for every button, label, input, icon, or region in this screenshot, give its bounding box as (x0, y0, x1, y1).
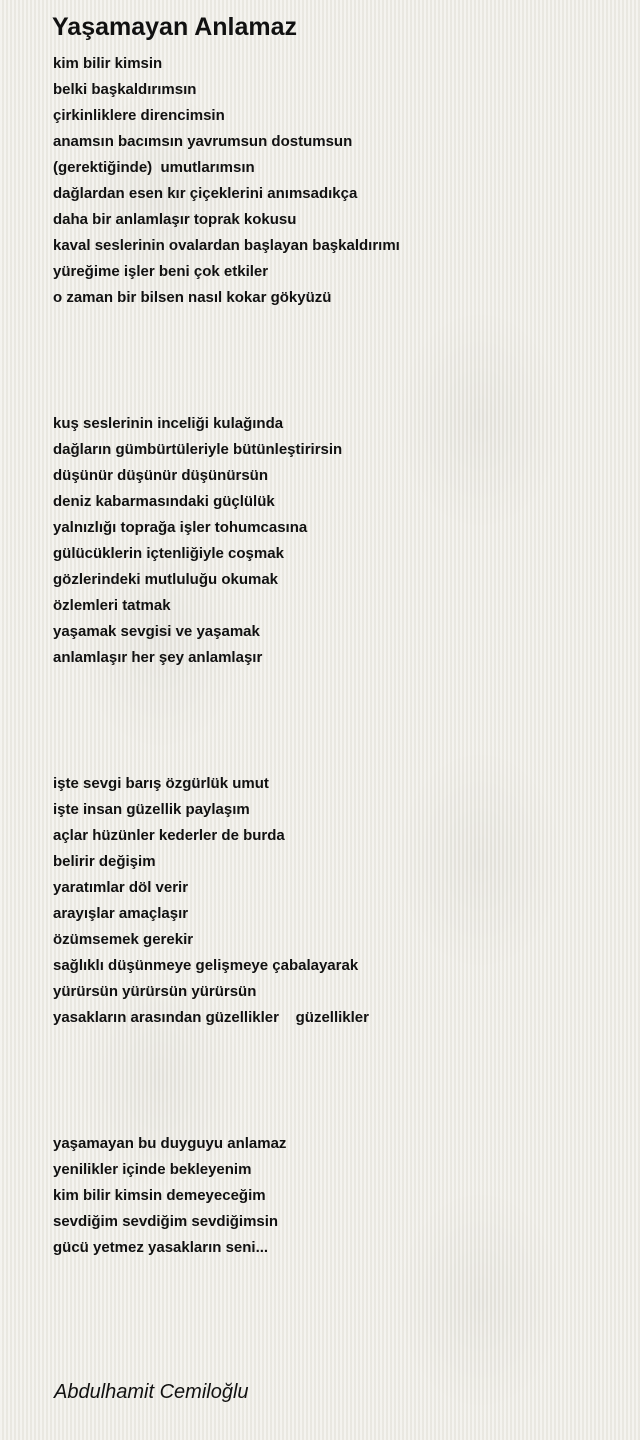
poem-title: Yaşamayan Anlamaz (52, 13, 298, 41)
poem-line: yaşamak sevgisi ve yaşamak (53, 623, 260, 640)
poem-line: gözlerindeki mutluluğu okumak (53, 571, 279, 588)
poem-line: yürürsün yürürsün yürürsün (53, 983, 257, 1000)
poem-line: belki başkaldırımsın (53, 81, 197, 98)
poem-line: yaratımlar döl verir (53, 879, 189, 896)
poem-line: sağlıklı düşünmeye gelişmeye çabalayarak (53, 957, 359, 974)
poem-line: yaşamayan bu duyguyu anlamaz (53, 1135, 287, 1152)
poem-line: deniz kabarmasındaki güçlülük (53, 493, 275, 510)
poem-line: anamsın bacımsın yavrumsun dostumsun (53, 133, 353, 150)
poem-line: anlamlaşır her şey anlamlaşır (53, 649, 263, 666)
stanza-3 (53, 771, 369, 1031)
poem-line: işte sevgi barış özgürlük umut (53, 775, 269, 792)
poem-line: özümsemek gerekir (53, 931, 194, 948)
stanza-1 (53, 51, 400, 311)
poem-line: yenilikler içinde bekleyenim (53, 1161, 252, 1178)
poem-line: işte insan güzellik paylaşım (53, 801, 250, 818)
poem-line: kuş seslerinin inceliği kulağında (53, 415, 284, 432)
poem-line: özlemleri tatmak (53, 597, 171, 614)
author-name: Abdulhamit Cemiloğlu (54, 1381, 249, 1403)
poem-line: açlar hüzünler kederler de burda (53, 827, 285, 844)
poem-line: kim bilir kimsin demeyeceğim (53, 1187, 266, 1204)
poem-line: düşünür düşünür düşünürsün (53, 467, 268, 484)
poem-line: çirkinliklere direncimsin (53, 107, 225, 124)
poem-line: o zaman bir bilsen nasıl kokar gökyüzü (53, 289, 332, 306)
poem-line: yüreğime işler beni çok etkiler (53, 263, 269, 280)
poem-line: kim bilir kimsin (53, 55, 163, 72)
poem-line: daha bir anlamlaşır toprak kokusu (53, 211, 297, 228)
poem-line: sevdiğim sevdiğim sevdiğimsin (53, 1213, 279, 1230)
poem-line: (gerektiğinde) umutlarımsın (53, 159, 255, 176)
poem-line: arayışlar amaçlaşır (53, 905, 189, 922)
poem-line: gülücüklerin içtenliğiyle coşmak (53, 545, 284, 562)
poem-line: yasakların arasından güzellikler güzellikler (53, 1009, 369, 1026)
poem-line: gücü yetmez yasakların seni... (53, 1239, 269, 1256)
poem-line: dağlardan esen kır çiçeklerini anımsadıkça (53, 185, 358, 202)
poem-line: dağların gümbürtüleriyle bütünleştirirsin (53, 441, 343, 458)
stanza-4 (53, 1131, 286, 1261)
poem-line: yalnızlığı toprağa işler tohumcasına (53, 519, 308, 536)
poem-line: kaval seslerinin ovalardan başlayan başkaldırımı (53, 237, 400, 254)
poem-line: belirir değişim (53, 853, 156, 870)
stanza-2 (53, 411, 342, 671)
